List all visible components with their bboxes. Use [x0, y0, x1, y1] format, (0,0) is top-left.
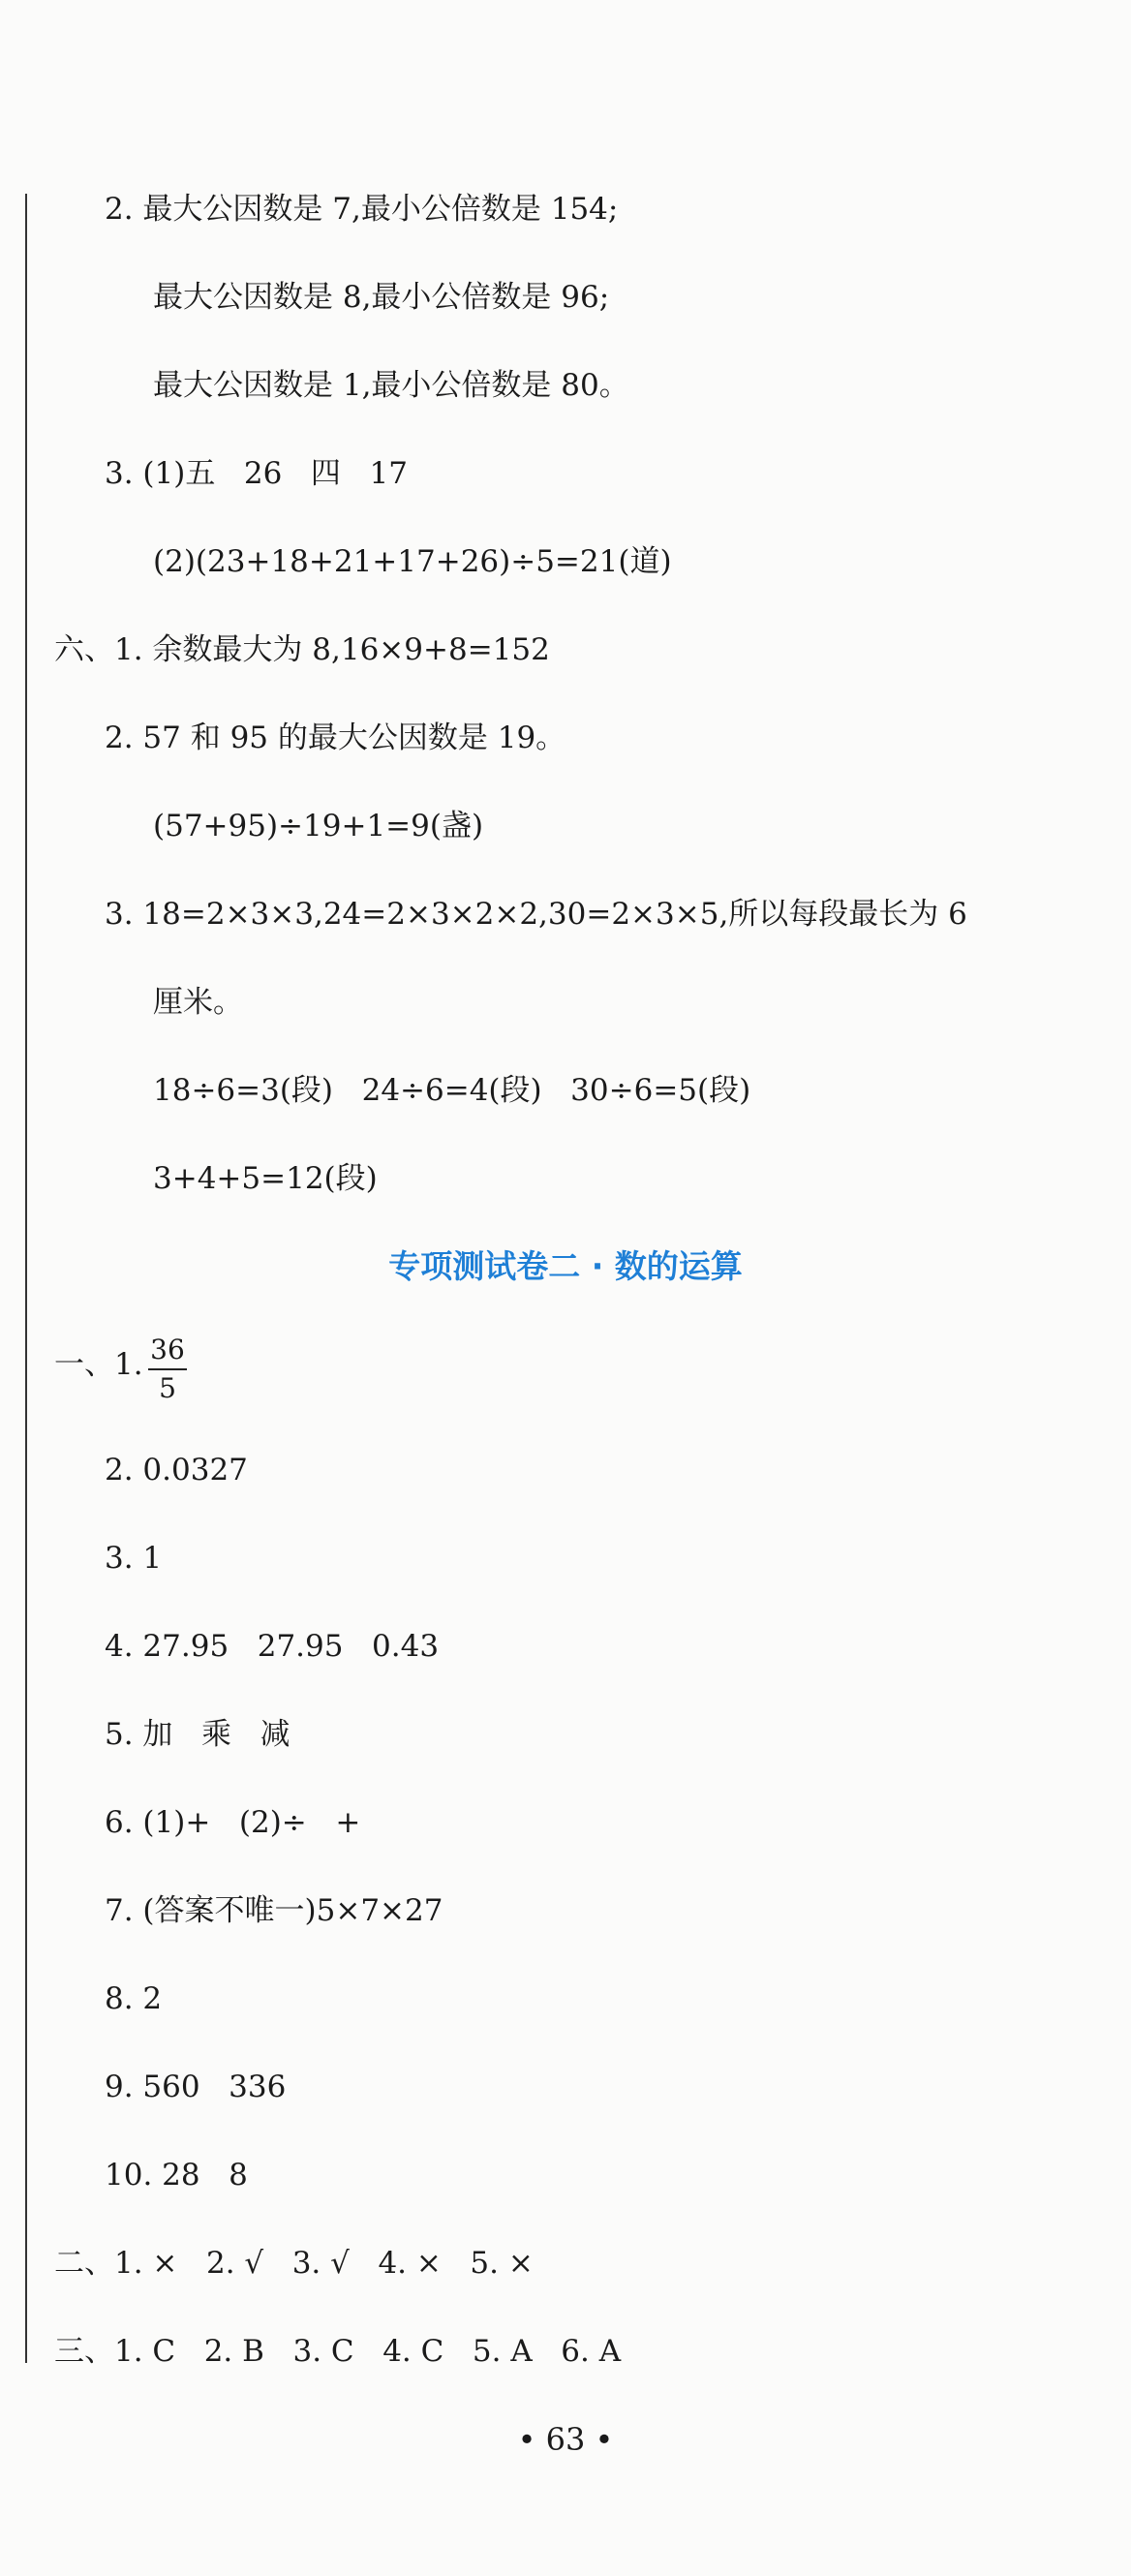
section-title: 专项测试卷二 · 数的运算 — [388, 1247, 743, 1285]
question-label: 一、1. — [54, 1347, 143, 1382]
answer-line: 3. 18=2×3×3,24=2×3×2×2,30=2×3×5,所以每段最长为 6 — [105, 897, 967, 932]
page-number: • 63 • — [517, 2421, 614, 2458]
answer-line: 3. 1 — [105, 1541, 163, 1576]
answer-line: 7. (答案不唯一)5×7×27 — [105, 1893, 443, 1928]
answer-line: (57+95)÷19+1=9(盏) — [153, 809, 484, 843]
answer-line: 4. 27.95 27.95 0.43 — [105, 1629, 440, 1664]
answer-line: 8. 2 — [105, 1981, 163, 2016]
fraction — [148, 1334, 187, 1405]
answer-line: 2. 57 和 95 的最大公因数是 19。 — [105, 721, 566, 755]
answer-line: 最大公因数是 8,最小公倍数是 96; — [153, 280, 610, 315]
answer-line: 六、1. 余数最大为 8,16×9+8=152 — [54, 632, 550, 667]
answer-line: 6. (1)+ (2)÷ + — [105, 1805, 361, 1840]
answer-line: 10. 28 8 — [105, 2158, 248, 2193]
answer-line: 2. 0.0327 — [105, 1453, 248, 1487]
answer-line: 9. 560 336 — [105, 2070, 287, 2104]
answer-line: (2)(23+18+21+17+26)÷5=21(道) — [153, 544, 672, 579]
answer-line: 18÷6=3(段) 24÷6=4(段) 30÷6=5(段) — [153, 1073, 751, 1108]
answer-line: 三、1. C 2. B 3. C 4. C 5. A 6. A — [54, 2334, 622, 2369]
answer-line: 2. 最大公因数是 7,最小公倍数是 154; — [105, 192, 619, 227]
answer-line: 厘米。 — [153, 985, 243, 1020]
answer-line: 3. (1)五 26 四 17 — [105, 456, 408, 491]
fraction-numerator: 36 — [150, 1334, 185, 1365]
fraction-bar — [148, 1368, 187, 1370]
answer-line: 最大公因数是 1,最小公倍数是 80。 — [153, 368, 629, 403]
answer-line: 二、1. × 2. √ 3. √ 4. × 5. × — [54, 2246, 534, 2281]
answer-line: 5. 加 乘 减 — [105, 1717, 290, 1752]
fraction-denominator: 5 — [159, 1372, 176, 1404]
answer-line: 3+4+5=12(段) — [153, 1161, 378, 1196]
